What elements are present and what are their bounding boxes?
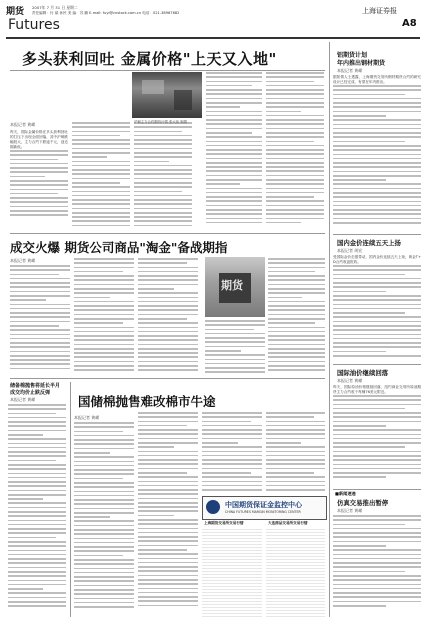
right-top-byline: 本报记者 黄嵘 [337, 68, 363, 73]
right-mid-paragraph: 受国际金价走强带动，国内金价连续五天上扬，黄金T+D合约收盘报收。 [333, 255, 421, 264]
lead-column-4 [206, 72, 262, 230]
ad-banner [202, 496, 327, 520]
bottom-left-subheadline: 成交均价止跌反弹 [10, 390, 51, 396]
right-low-story [333, 367, 421, 489]
page-number: A8 [402, 18, 417, 29]
right-bottom-byline: 本报记者 黄嵘 [337, 508, 363, 513]
middle-headline: 成交火爆 期货公司商品"淘金"备战期指 [10, 240, 228, 255]
right-top-paragraph: 据知情人士透露，上海期货交易所钢材期货合约的研究设计已经完成，有望在年内推出。 [333, 75, 421, 84]
bottom-main-headline: 国储棉抛售难改棉市牛途 [78, 394, 216, 409]
lead-column-3 [134, 122, 192, 230]
middle-column-2 [74, 258, 134, 375]
paper-name: 上海证券报 [362, 7, 397, 15]
right-top-headline: 铝期货计划 [337, 52, 368, 59]
lead-headline: 多头获利回吐 金属价格"上天又入地" [22, 50, 277, 68]
right-low-byline: 本报记者 黄嵘 [337, 378, 363, 383]
masthead-editor-line: 责任编辑：付 斌 孙民 美 编：苏 鹏 E-mail: fuyl@cnstock.com.cn 电话：021-38967682 [32, 11, 180, 15]
right-bottom-story [333, 491, 421, 617]
lead-column-5 [266, 72, 324, 230]
photo-highlight [142, 80, 164, 94]
lead-column-2 [72, 122, 130, 230]
bottom-main-column-3 [202, 412, 262, 494]
column-divider [329, 42, 330, 617]
bottom-main-column-2 [138, 412, 198, 617]
right-top-subheadline: 年内推出钢材期货 [337, 60, 386, 67]
bottom-main-byline: 本报记者 黄嵘 [74, 415, 100, 420]
section-title-en: Futures [8, 17, 60, 33]
middle-column-5 [268, 258, 325, 375]
bottom-left-story [8, 382, 68, 617]
right-bottom-kicker: ■新闻速递 [335, 491, 356, 496]
middle-column-3 [138, 258, 198, 375]
bottom-left-body [8, 404, 66, 614]
right-bottom-body [333, 515, 421, 615]
right-mid-byline: 本报记者 周宏 [337, 248, 363, 253]
photo-highlight [174, 90, 192, 110]
middle-column-4 [205, 320, 265, 375]
right-rule [333, 489, 421, 490]
right-rule [333, 364, 421, 365]
middle-photo-caption: 期货 [221, 279, 243, 292]
middle-byline: 本报记者 黄嵘 [10, 258, 36, 263]
masthead-rule [6, 37, 420, 39]
middle-column-1 [10, 265, 70, 375]
right-low-headline: 国际油价继续回落 [337, 369, 389, 377]
right-mid-headline: 国内金价连续五天上扬 [337, 239, 401, 247]
right-bottom-headline: 仿真交易推出暂停 [337, 499, 389, 507]
market-table-right [266, 521, 325, 617]
section-title: 期货 [6, 7, 25, 17]
middle-photo [205, 257, 265, 317]
market-table-right-title: 大连商品交易所交易行情 [268, 521, 308, 525]
right-rule [333, 234, 421, 235]
right-top-body [333, 75, 421, 231]
section-rule [10, 233, 325, 234]
lead-column-1 [10, 130, 68, 230]
right-mid-body [333, 255, 421, 363]
bottom-left-byline: 本报记者 黄嵘 [10, 397, 36, 402]
market-table-right-body [266, 527, 325, 617]
masthead [6, 4, 420, 46]
section-rule [10, 378, 325, 379]
market-table-left-title: 上海期货交易所交易行情 [204, 521, 244, 525]
lead-byline: 本报记者 黄嵘 [10, 122, 36, 127]
ad-subtitle: CHINA FUTURES MARGIN MONITORING CENTER [225, 510, 301, 514]
right-mid-story [333, 237, 421, 365]
lead-photo [132, 72, 202, 118]
ad-title: 中国期货保证金监控中心 [225, 501, 302, 509]
right-low-body [333, 385, 421, 487]
bottom-main-column-4 [266, 412, 325, 494]
bottom-divider [70, 382, 71, 617]
market-table-left [202, 521, 262, 617]
ad-logo-icon [206, 500, 220, 514]
right-top-story [333, 48, 421, 233]
lead-headline-rule [10, 70, 325, 71]
lead-paragraph: 昨天，国际金属价格在多头获利回吐的打压下出现全面回落，其中沪铜跌幅较大，主力合约下跌逾千元，创近期新低。 [10, 130, 68, 149]
market-table-left-body [202, 527, 262, 617]
bottom-main-column-1 [74, 422, 134, 617]
bottom-left-headline: 储备棉抛售将延长半月 [10, 383, 61, 389]
lead-photo-caption: 沪铜主力合约期货行情 张大伟 制图 [134, 120, 188, 124]
masthead-info-line: 2007年 7 月 31 日 星期二 [32, 5, 78, 10]
right-low-paragraph: 昨天，国际原油价格继续回落，纽约商业交易所原油期货主力合约收于每桶76美元附近。 [333, 385, 421, 394]
